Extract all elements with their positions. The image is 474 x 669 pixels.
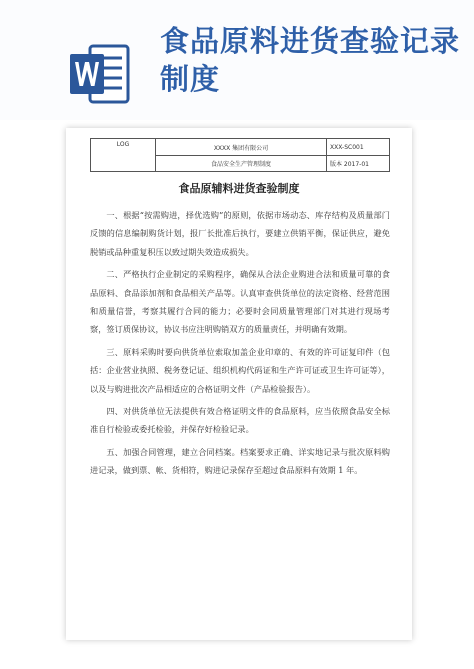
paragraph: 三、原料采购时要向供货单位索取加盖企业印章的、有效的许可证复印件（包括：企业营业执照、税务登记证、组织机构代码证和生产许可证或卫生许可证等），以及与购进批次产品相适应的合格证明文件（产品检验报告）。 — [90, 346, 390, 394]
paragraph: 四、对供货单位无法提供有效合格证明文件的食品原料，应当依照食品安全标准自行检验或委托检验，并保存好检验记录。 — [90, 406, 390, 435]
company-name: XXXX 集团有限公司 — [156, 139, 327, 156]
logo-cell: LOG — [91, 139, 156, 172]
word-document-icon — [68, 42, 132, 106]
document-version: 版本 2017-01 — [327, 156, 390, 172]
document-code: XXX-SC001 — [327, 139, 390, 156]
document-page — [66, 128, 412, 640]
paragraph: 二、严格执行企业制定的采购程序，确保从合法企业购进合法和质量可靠的食品原料、食品添加剂和食品相关产品等。认真审查供货单位的法定资格、经营范围和质量信誉，考察其履行合同的能力；必要时会同质量管理部门对其进行现场考察，签订质保协议，协议书应注明购销双方的质量责任，并明确有效期。 — [90, 269, 390, 335]
paragraph: 一、根据“按需购进，择优选购”的原则，依据市场动态、库存结构及质量部门反馈的信息编制购货计划，报厂长批准后执行，要建立供销平衡，保证供应，避免脱销或品种重复积压以致过期失效造成损失。 — [90, 210, 390, 257]
banner-title: 食品原料进货查验记录制度 — [160, 24, 461, 96]
system-name: 食品安全生产管理制度 — [156, 156, 327, 172]
document-title: 食品原辅料进货查验制度 — [178, 182, 300, 195]
banner — [0, 0, 474, 120]
document-header-table — [90, 138, 390, 172]
paragraph: 五、加强合同管理，建立合同档案。档案要求正确、详实地记录与批次原料购进记录，做到票、帐、货相符，购进记录保存至超过食品原料有效期 1 年。 — [90, 446, 390, 476]
document-body — [90, 206, 390, 480]
